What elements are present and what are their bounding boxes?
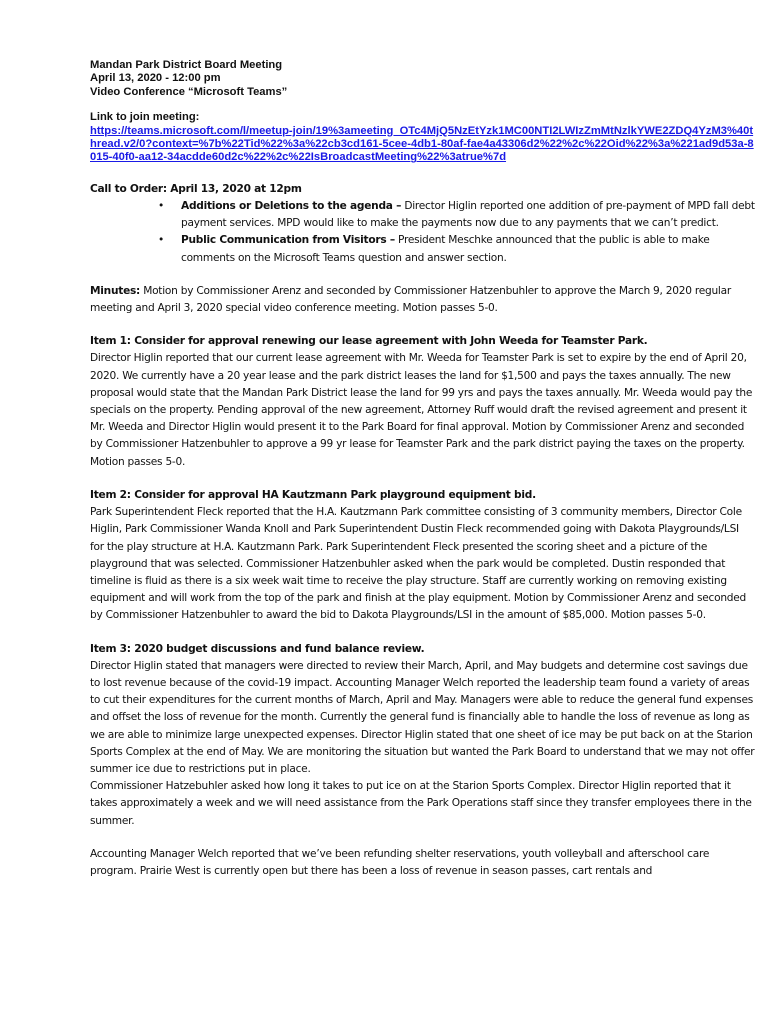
meeting-title: Mandan Park District Board Meeting	[90, 59, 283, 71]
call-to-order-heading: Call to Order: April 13, 2020 at 12pm	[90, 182, 302, 195]
agenda-item-title: Additions or Deletions to the agenda –	[181, 200, 402, 213]
meeting-venue: Video Conference “Microsoft Teams”	[90, 85, 288, 98]
bullet-icon: •	[158, 234, 164, 247]
minutes-document	[90, 59, 755, 880]
join-link-label: Link to join meeting:	[90, 111, 200, 124]
agenda-item-text: Director Higlin reported one addition of pre-payment of MPD fall debt payment services. MPD would like to make the payments now due to any payments that we can’t predict.	[181, 200, 755, 230]
meeting-date: April 13, 2020 - 12:00 pm	[90, 72, 221, 85]
item-3-heading: Item 3: 2020 budget discussions and fund balance review.	[90, 642, 425, 655]
minutes-label: Minutes:	[90, 284, 141, 297]
item-3-paragraph: Director Higlin stated that managers were directed to review their March, April, and May budgets and determine cost savings due to lost revenue because of the covid-19 impact. Accounting Manager Welch reported the leadership team found a variety of areas to cut their expenditures for the current months of March, April and May. Managers were able to reduce the general fund expenses and offset the loss of revenue for the month. Currently the general fund is financially able to handle the loss of revenue as long as we are able to minimize large unexpected expenses. Director Higlin stated that one sheet of ice may be put back on at the Starion Sports Complex at the end of May. We are monitoring the situation but wanted the Park Board to understand that we may not offer summer ice due to restrictions put in place.	[90, 659, 755, 775]
item-2-heading: Item 2: Consider for approval HA Kautzmann Park playground equipment bid.	[90, 488, 536, 501]
agenda-item-additions	[90, 198, 755, 232]
item-1-heading: Item 1: Consider for approval renewing our lease agreement with John Weeda for Teamster Park.	[90, 335, 648, 348]
agenda-list	[90, 198, 755, 267]
agenda-item-public-communication	[90, 232, 755, 266]
minutes-paragraph	[90, 283, 755, 317]
item-2-paragraph: Park Superintendent Fleck reported that the H.A. Kautzmann Park committee consisting of 3 community members, Director Cole Higlin, Park Commissioner Wanda Knoll and Park Superintendent Dustin Fleck recommended going with Dakota Playgrounds/LSI for the play structure at H.A. Kautzmann Park. Park Superintendent Fleck presented the scoring sheet and a picture of the playground that was selected. Commissioner Hatzenbuhler asked when the park would be completed. Dustin responded that timeline is fluid as there is a six week wait time to receive the play structure. Staff are currently working on removing existing equipment and will work from the top of the park and finish at the play equipment. Motion by Commissioner Arenz and seconded by Commissioner Hatzenbuhler to award the bid to Dakota Playgrounds/LSI in the amount of $85,000. Motion passes 5-0.	[90, 506, 746, 622]
agenda-item-text: President Meschke announced that the public is able to make comments on the Microsoft Teams question and answer section.	[181, 234, 710, 264]
bullet-icon: •	[158, 200, 164, 213]
minutes-text: Motion by Commissioner Arenz and seconded by Commissioner Hatzenbuhler to approve the March 9, 2020 regular meeting and April 3, 2020 special video conference meeting. Motion passes 5-0.	[90, 284, 731, 315]
item-1-paragraph: Director Higlin reported that our current lease agreement with Mr. Weeda for Teamster Park is set to expire by the end of April 20, 2020. We currently have a 20 year lease and the park district leases the land for $1,500 and pays the taxes annually. The new proposal would state that the Mandan Park District lease the land for 99 yrs and pays the taxes annually. Mr. Weeda would pay the specials on the property. Pending approval of the new agreement, Attorney Ruff would draft the revised agreement and present it Mr. Weeda and Director Higlin would present it to the Park Board for final approval. Motion by Commissioner Arenz and seconded by Commissioner Hatzenbuhler to approve a 99 yr lease for Teamster Park and the park district paying the taxes on the property. Motion passes 5-0.	[90, 352, 753, 468]
closing-paragraph: Accounting Manager Welch reported that we’ve been refunding shelter reservations, youth volleyball and afterschool care program. Prairie West is currently open but there has been a loss of revenue in season passes, cart rentals and	[90, 847, 710, 877]
item-3-paragraph: Commissioner Hatzebuhler asked how long it takes to put ice on at the Starion Sports Complex. Director Higlin reported that it takes approximately a week and we will need assistance from the Park Operations staff since they transfer employees there in the summer.	[90, 780, 752, 827]
join-meeting-link[interactable]: https://teams.microsoft.com/l/meetup-join/19%3ameeting_OTc4MjQ5NzEtYzk1MC00NTI2LWIzZmMtNzlkYWE2ZDQ4YzM3%40thread.v2/0?context=%7b%22Tid%22%3a%22cb3cd161-5cee-4db1-80af-fae4a43306d2%22%2c%22Oid%22%3a%221ad9d53a-8015-40f0-aa12-34acdde60d2c%22%2c%22IsBroadcastMeeting%22%3atrue%7d	[90, 124, 754, 164]
agenda-item-title: Public Communication from Visitors –	[181, 234, 395, 247]
